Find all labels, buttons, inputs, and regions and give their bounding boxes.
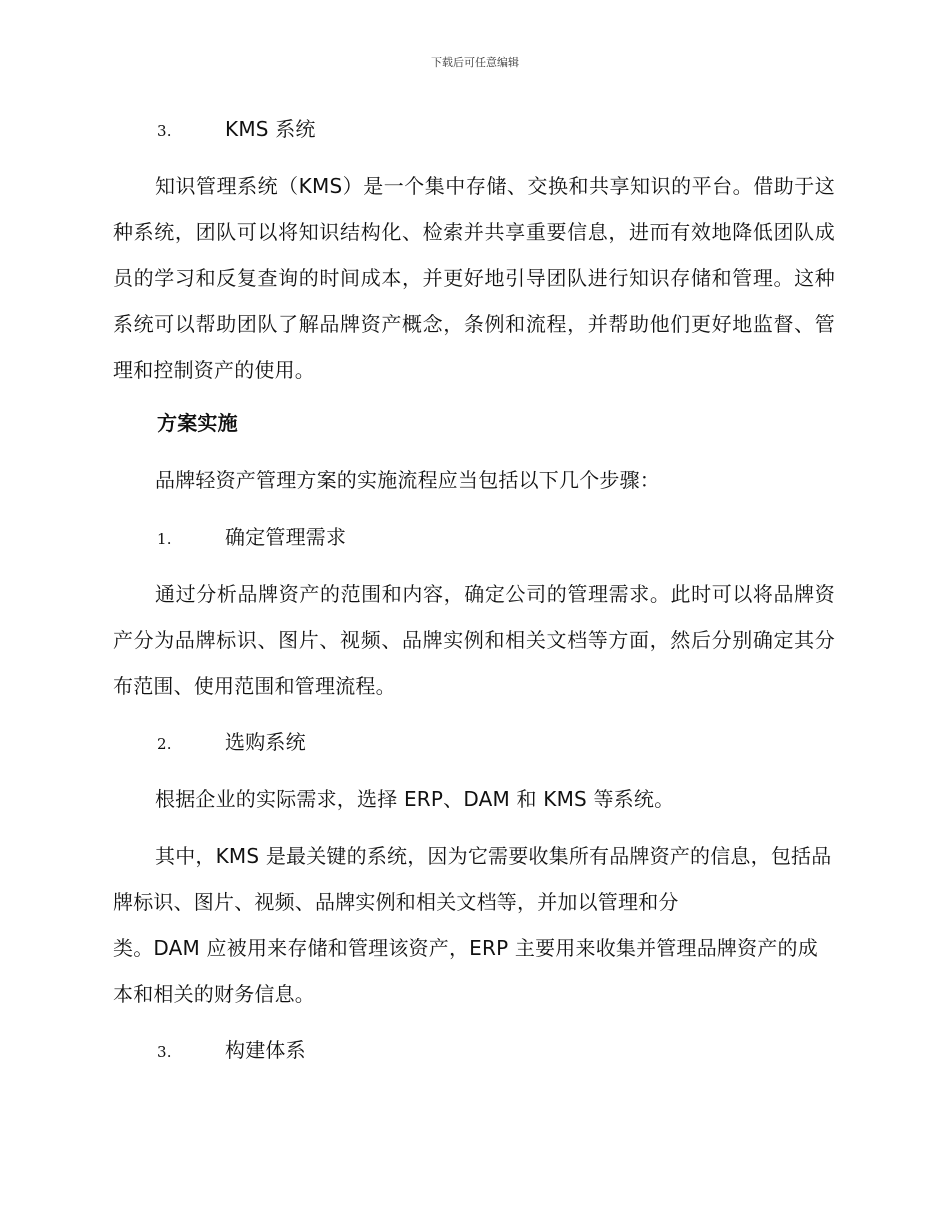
list-number: 2. [157,735,172,753]
kms-paragraph: 知识管理系统（KMS）是一个集中存储、交换和共享知识的平台。借助于这种系统，团队可以将知识结构化、检索并共享重要信息，进而有效地降低团队成员的学习和反复查询的时间成本，并更好地引导团队进行知识存储和管理。这种系统可以帮助团队了解品牌资产概念，条例和流程，并帮助他们更好地监督、管理和控制资产的使用。 [113,174,835,382]
section-heading: 方案实施 [157,411,238,435]
step1-paragraph: 通过分析品牌资产的范围和内容，确定公司的管理需求。此时可以将品牌资产分为品牌标识、图片、视频、品牌实例和相关文档等方面，然后分别确定其分布范围、使用范围和管理流程。 [113,582,835,698]
list-item-kms [113,106,835,154]
list-title: 选购系统 [225,730,306,754]
list-title: 构建体系 [225,1038,306,1062]
list-item-step1 [113,514,835,562]
list-number: 3. [157,122,172,140]
page-header: 下载后可任意编辑 [431,56,519,69]
list-item-step3 [113,1027,835,1075]
list-item-step2 [113,719,835,767]
step1-paragraph-block [113,571,835,709]
list-title: 确定管理需求 [225,525,347,549]
step2-paragraph-1: 根据企业的实际需求，选择 ERP、DAM 和 KMS 等系统。 [155,787,675,811]
list-number: 3. [157,1043,172,1061]
kms-paragraph-block [113,163,835,393]
step2-paragraph-2a: 其中，KMS 是最关键的系统，因为它需要收集所有品牌资产的信息，包括品牌标识、图片、视频、品牌实例和相关文档等，并加以管理和分 [113,844,832,914]
list-title: KMS 系统 [225,117,316,141]
step2-paragraph2-block [113,833,835,1017]
step2-paragraph1-block [113,776,835,822]
intro-block [113,457,835,503]
step2-paragraph-2b: 类。DAM 应被用来存储和管理该资产，ERP 主要用来收集并管理品牌资产的成本和相关的财务信息。 [113,936,818,1006]
section-heading-block [113,400,835,446]
list-number: 1. [157,530,172,548]
intro-paragraph: 品牌轻资产管理方案的实施流程应当包括以下几个步骤： [155,468,660,492]
